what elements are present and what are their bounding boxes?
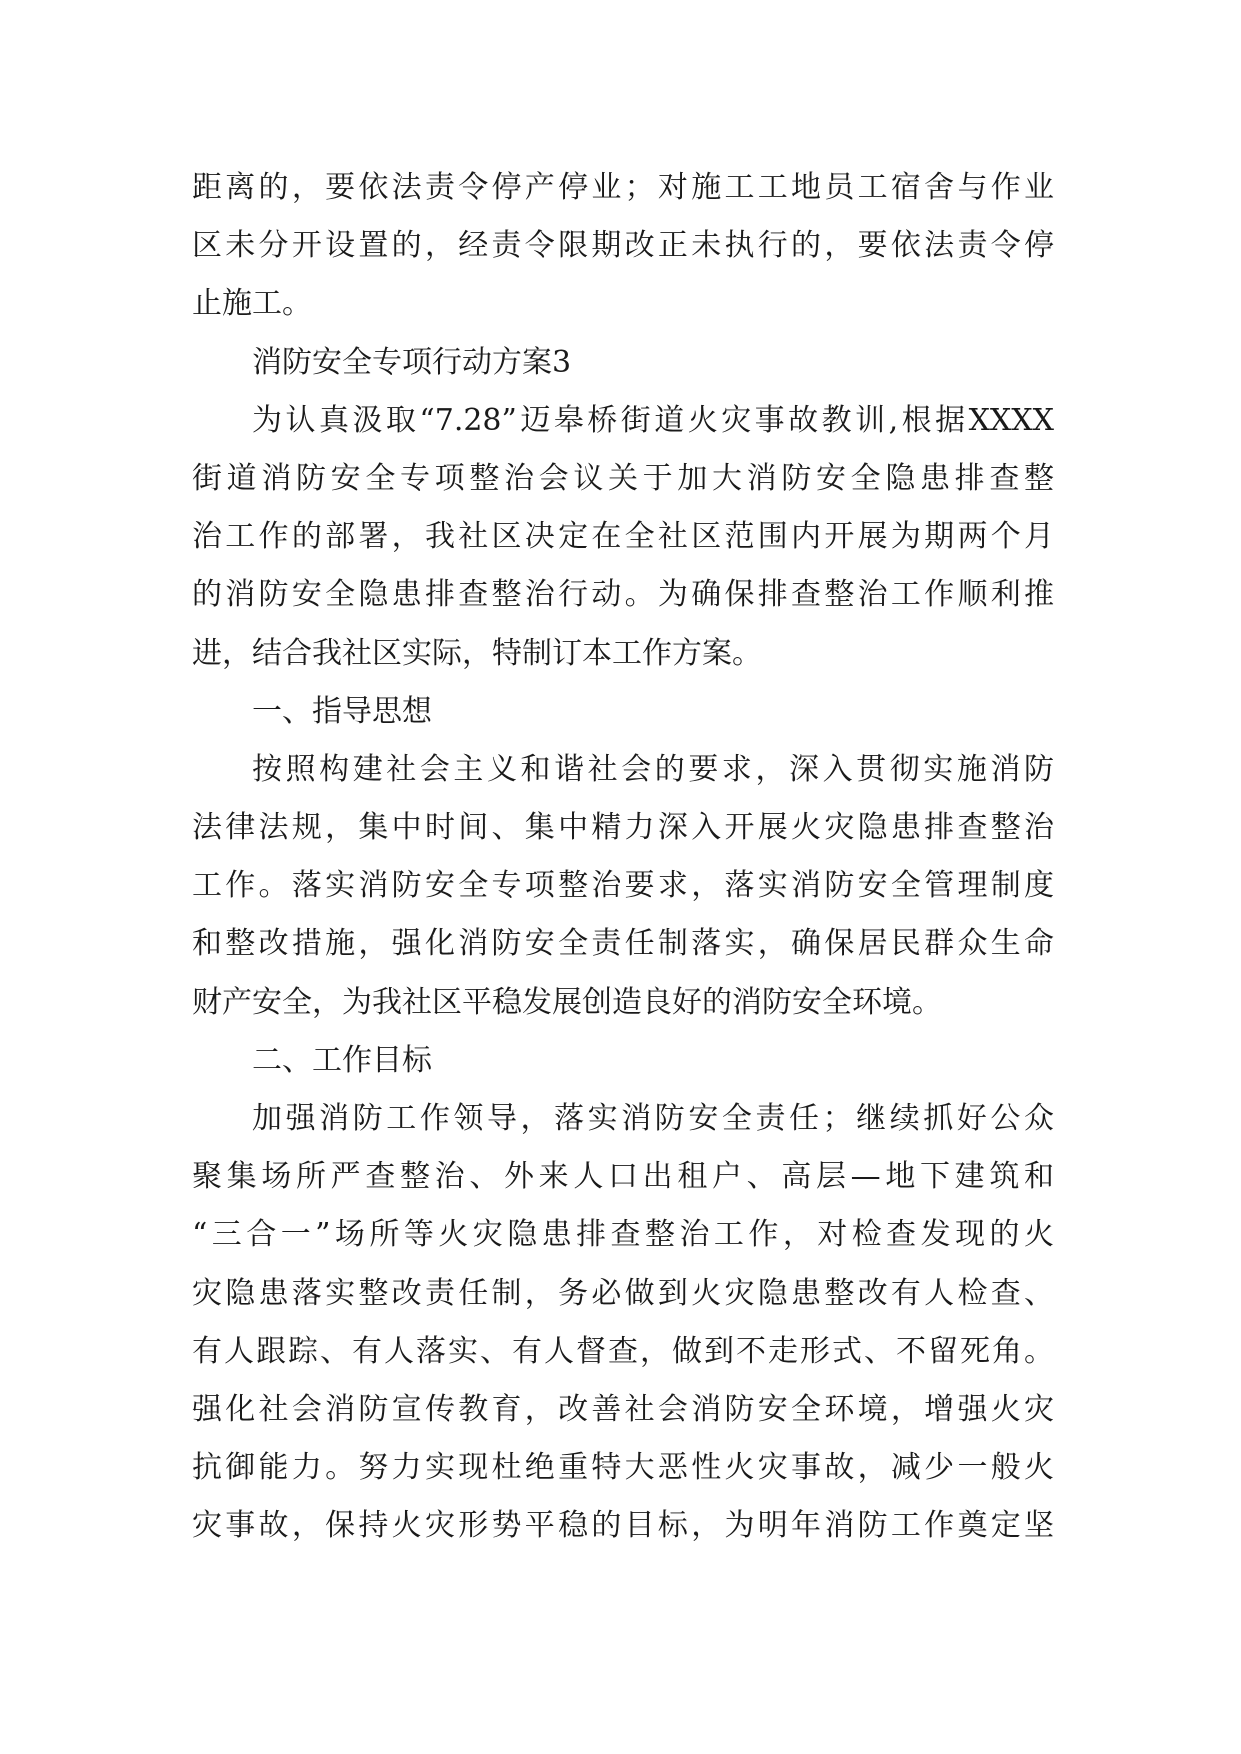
text-line: 止施工。 [192,286,312,322]
text-line: 工作。落实消防安全专项整治要求，落实消防安全管理制度 [192,868,1054,904]
text-line: “三合一”场所等火灾隐患排查整治工作，对检查发现的火 [192,1217,1054,1253]
text-line: 按照构建社会主义和谐社会的要求，深入贯彻实施消防 [252,751,1054,787]
text-line: 灾隐患落实整改责任制，务必做到火灾隐患整改有人检查、 [192,1275,1054,1311]
text-line: 进，结合我社区实际，特制订本工作方案。 [192,635,762,671]
text-line: 法律法规，集中时间、集中精力深入开展火灾隐患排查整治 [192,810,1054,846]
text-line: 灾事故，保持火灾形势平稳的目标，为明年消防工作奠定坚 [192,1508,1054,1544]
text-line: 一、指导思想 [252,693,432,729]
text-line: 消防安全专项行动方案3 [252,344,572,380]
text-line: 聚集场所严查整治、外来人口出租户、高层—地下建筑和 [192,1159,1054,1195]
text-line: 为认真汲取“7.28”迈皋桥街道火灾事故教训,根据XXXX [252,402,1054,438]
text-line: 财产安全，为我社区平稳发展创造良好的消防安全环境。 [192,984,942,1020]
text-line: 和整改措施，强化消防安全责任制落实，确保居民群众生命 [192,926,1054,962]
text-line: 距离的，要依法责令停产停业；对施工工地员工宿舍与作业 [192,170,1054,205]
text-line: 的消防安全隐患排查整治行动。为确保排查整治工作顺利推 [192,577,1054,613]
text-line: 抗御能力。努力实现杜绝重特大恶性火灾事故，减少一般火 [192,1450,1054,1486]
text-line: 有人跟踪、有人落实、有人督查，做到不走形式、不留死角。 [192,1333,1054,1369]
text-line: 街道消防安全专项整治会议关于加大消防安全隐患排查整 [192,460,1054,496]
text-line: 区未分开设置的，经责令限期改正未执行的，要依法责令停 [192,228,1054,264]
text-line: 二、工作目标 [252,1042,432,1078]
text-line: 加强消防工作领导，落实消防安全责任；继续抓好公众 [252,1101,1054,1136]
text-line: 强化社会消防宣传教育，改善社会消防安全环境，增强火灾 [192,1391,1054,1427]
text-line: 治工作的部署，我社区决定在全社区范围内开展为期两个月 [192,519,1054,555]
document-body [192,159,1054,1556]
